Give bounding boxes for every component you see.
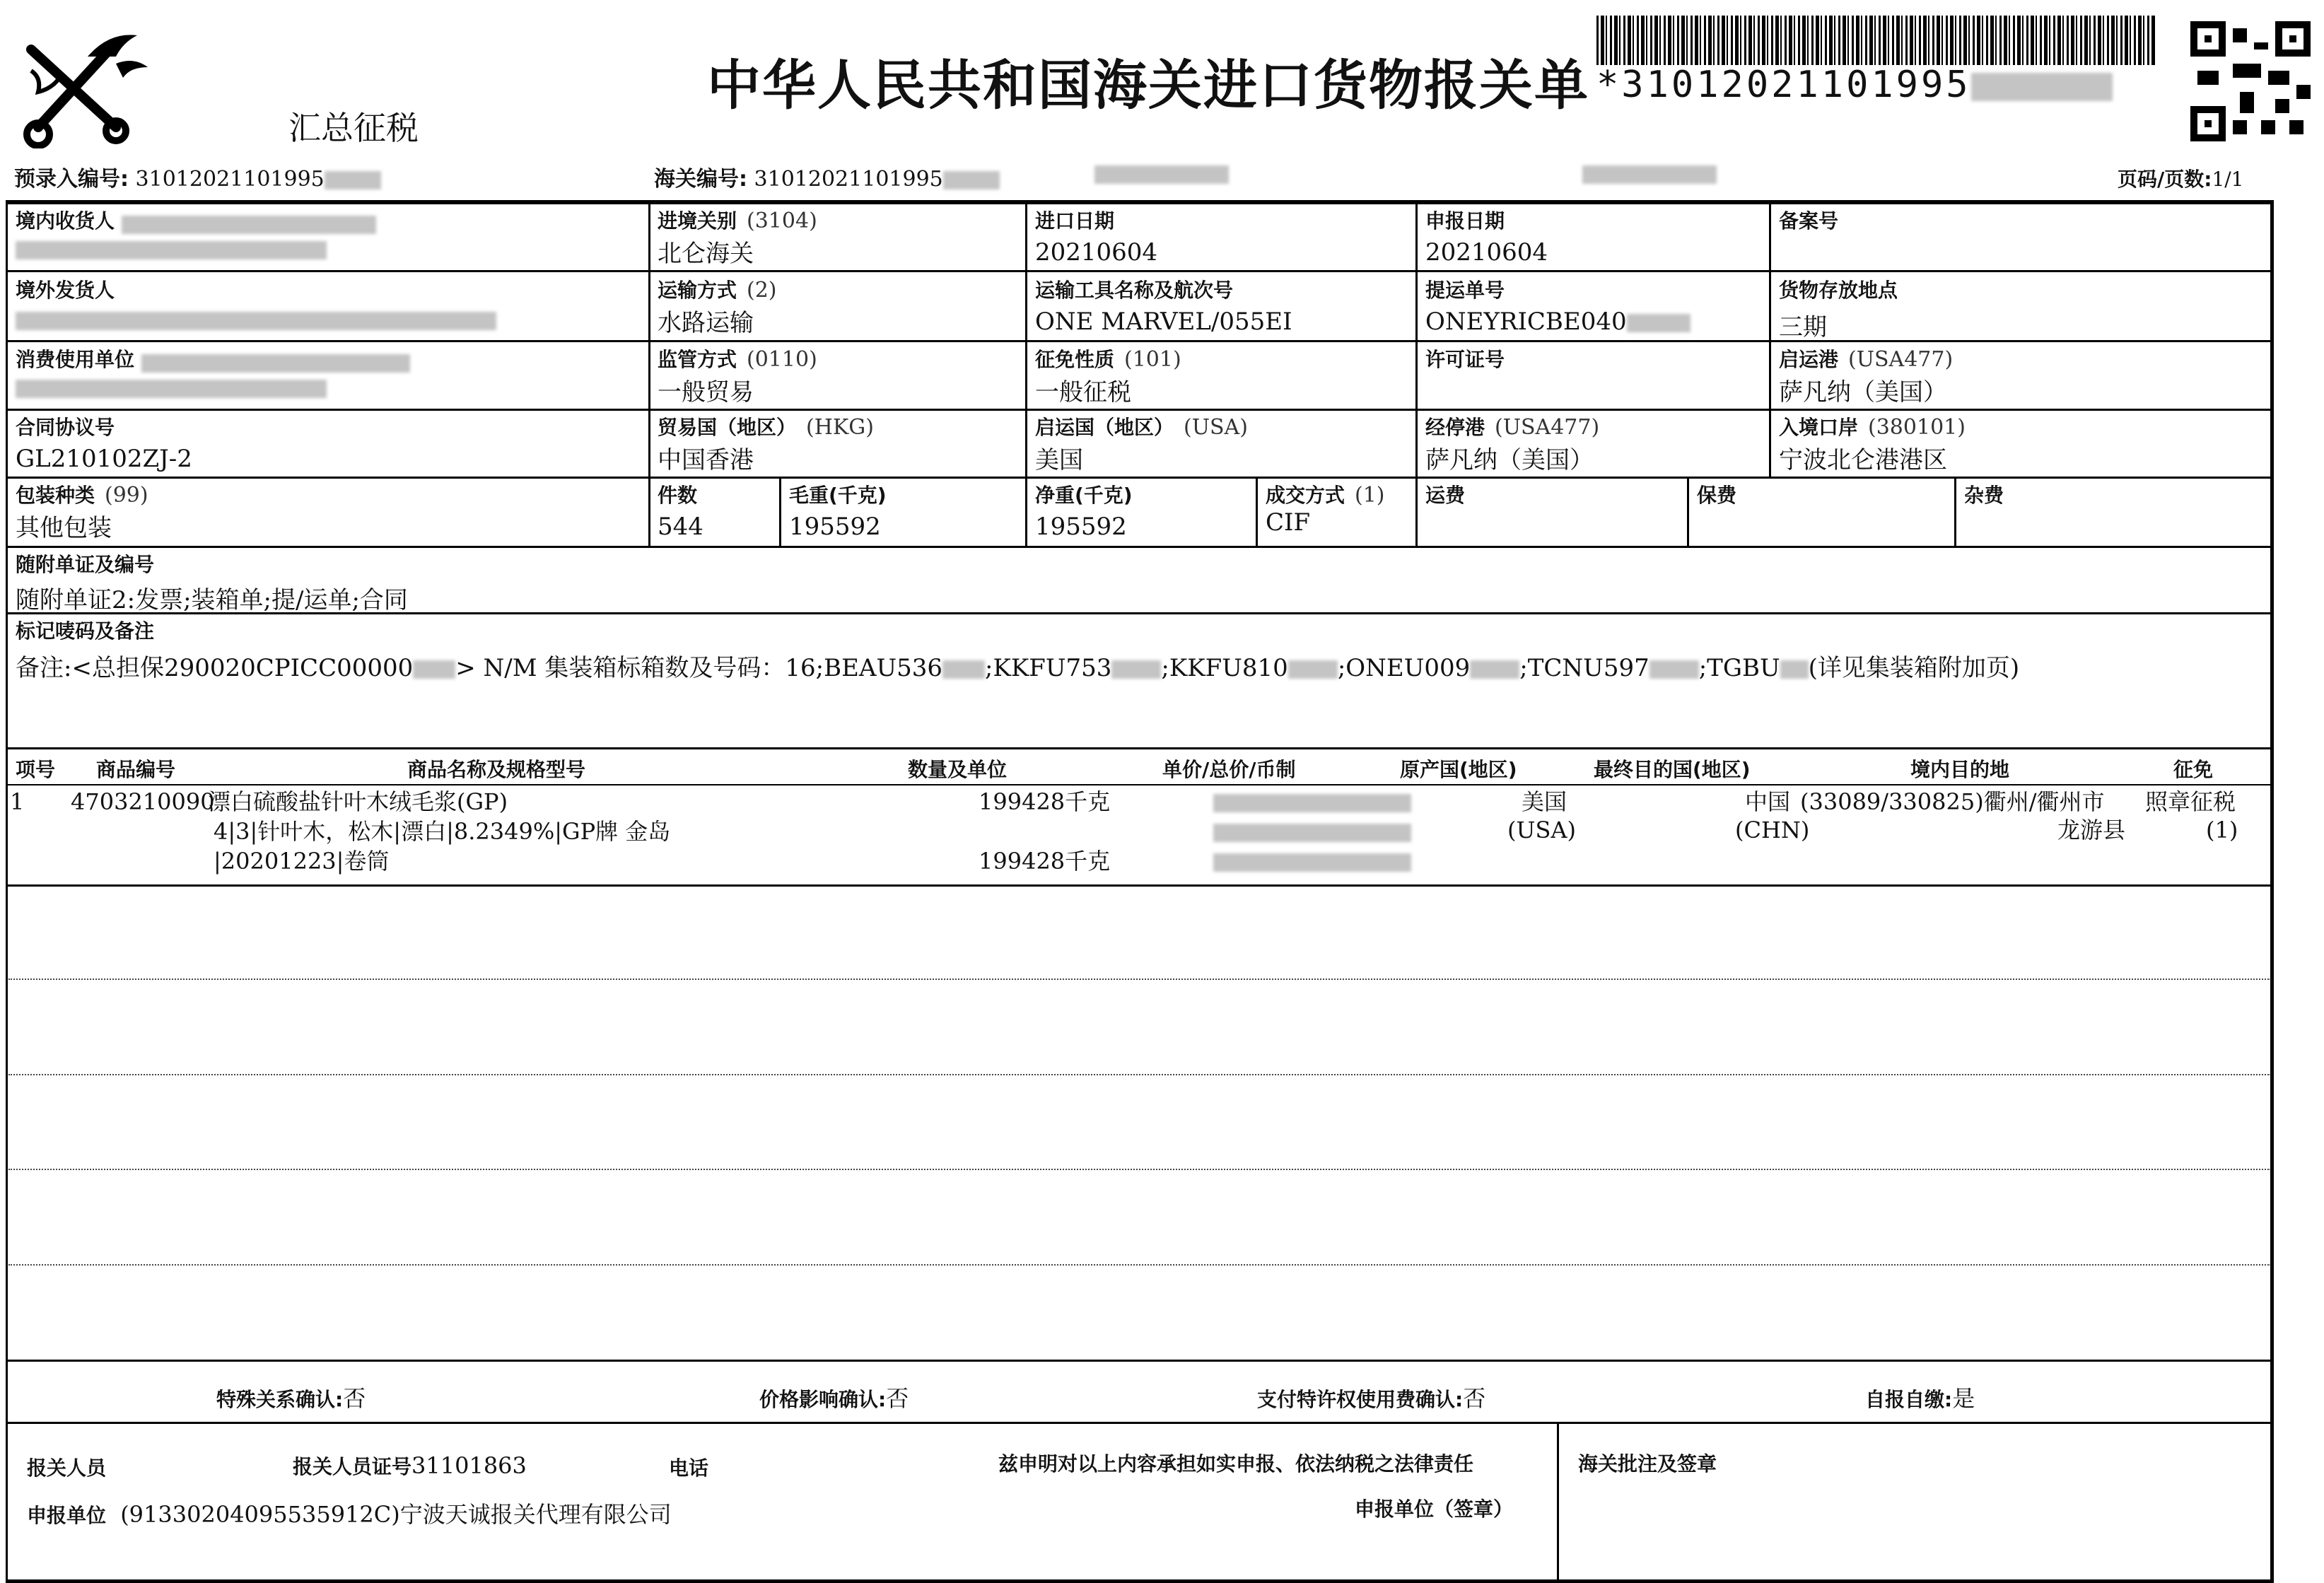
summary-tax-label: 汇总征税 (288, 109, 419, 147)
net-weight-value: 195592 (1035, 513, 1127, 541)
package-type-code: (99) (105, 483, 148, 508)
gross-weight-value: 195592 (789, 513, 881, 541)
col-item-no: 项号 (16, 758, 56, 781)
pre-entry-number: 31012021101995 (135, 167, 325, 192)
customs-sign-label: 海关批注及签章 (1578, 1452, 1717, 1476)
entry-border-label: 入境口岸 (1779, 416, 1859, 439)
package-type-label: 包装种类 (16, 484, 95, 507)
currency (1213, 853, 1411, 872)
misc-fee-label: 杂费 (1964, 484, 2004, 507)
page-label: 页码/页数: (2118, 168, 2212, 191)
declare-date-value: 20210604 (1425, 238, 1548, 267)
loading-port-label: 启运港 (1779, 348, 1839, 371)
stop-port-value: 萨凡纳（美国） (1425, 446, 1594, 474)
documents-label: 随附单证及编号 (16, 553, 155, 576)
consignee-label: 境内收货人 (16, 209, 115, 233)
col-quantity: 数量及单位 (908, 758, 1008, 781)
col-price: 单价/总价/币制 (1162, 758, 1296, 781)
customs-no-label: 海关编号: (654, 167, 747, 192)
bill-of-lading-label: 提运单号 (1425, 279, 1505, 302)
marks-label: 标记唛码及备注 (16, 619, 155, 643)
entry-border-value: 宁波北仑港港区 (1779, 446, 1947, 474)
barcode (1596, 16, 2155, 65)
entry-port-label: 进境关别 (658, 209, 737, 233)
pre-entry-label: 预录入编号: (14, 167, 129, 192)
special-relation-value: 否 (343, 1385, 366, 1412)
supervision-label: 监管方式 (658, 348, 737, 371)
customs-emblem-icon (10, 21, 151, 148)
price-impact-value: 否 (886, 1385, 909, 1412)
declarant-cert-label: 报关人员证号 (293, 1455, 412, 1478)
transport-mode-label: 运输方式 (658, 279, 737, 302)
self-pay-label: 自报自缴: (1865, 1388, 1953, 1411)
deal-mode-code: (1) (1355, 483, 1385, 508)
storage-value: 三期 (1779, 313, 1827, 341)
total-price (1213, 824, 1411, 842)
declarant-cert-value: 31101863 (411, 1452, 527, 1479)
freight-label: 运费 (1425, 484, 1466, 507)
loading-port-code: (USA477) (1848, 347, 1954, 372)
documents-value: 随附单证2:发票;装箱单;提/运单;合同 (16, 586, 408, 614)
entry-port-value: 北仑海关 (658, 240, 754, 268)
origin-country-value: 美国 (1035, 446, 1083, 474)
consumer-label: 消费使用单位 (16, 348, 135, 371)
entry-port-code: (3104) (747, 209, 817, 233)
declaring-unit-label: 申报单位 (27, 1504, 107, 1527)
bill-of-lading-value: ONEYRICBE040 (1425, 308, 1627, 336)
gross-weight-label: 毛重(千克) (789, 484, 887, 507)
origin-country-code: (USA) (1184, 415, 1248, 440)
page-title: 中华人民共和国海关进口货物报关单 (707, 54, 1589, 117)
col-final-dest: 最终目的国(地区) (1594, 758, 1751, 781)
declaration-statement: 兹申明对以上内容承担如实申报、依法纳税之法律责任 (998, 1452, 1474, 1476)
levy-nature-label: 征免性质 (1035, 348, 1115, 371)
royalty-label: 支付特许权使用费确认: (1257, 1388, 1464, 1411)
insurance-label: 保费 (1697, 484, 1737, 507)
package-type-value: 其他包装 (16, 514, 112, 542)
contract-label: 合同协议号 (16, 416, 115, 439)
col-commodity-code: 商品编号 (96, 758, 176, 781)
loading-port-value: 萨凡纳（美国） (1779, 378, 1947, 407)
trade-country-code: (HKG) (806, 415, 874, 440)
phone-label: 电话 (669, 1456, 709, 1480)
self-pay-value: 是 (1952, 1385, 1975, 1412)
net-weight-label: 净重(千克) (1035, 484, 1133, 507)
pieces-value: 544 (658, 513, 703, 541)
levy-nature-value: 一般征税 (1035, 378, 1131, 407)
declarant-label: 报关人员 (27, 1456, 107, 1480)
import-date-label: 进口日期 (1035, 209, 1115, 233)
license-label: 许可证号 (1425, 348, 1505, 371)
vessel-label: 运输工具名称及航次号 (1035, 279, 1234, 302)
table-row: 1 4703210090 漂白硫酸盐针叶木绒毛浆(GP) 4|3|针叶木，松木|漂白|8.2349%|GP牌 金岛 |20201223|卷筒 199428千克 199428千克 美国 (USA) 中国 (CHN) (33089/330825)衢州/衢州市 龙游县 照章征税 (1) (10, 788, 2238, 875)
storage-label: 货物存放地点 (1779, 279, 1898, 302)
page-value: 1/1 (2212, 168, 2244, 191)
goods-table-header (6, 750, 2268, 781)
col-levy: 征免 (2173, 758, 2214, 781)
levy-nature-code: (101) (1124, 347, 1181, 372)
pieces-label: 件数 (658, 484, 698, 507)
deal-mode-value: CIF (1266, 508, 1311, 537)
col-commodity-name: 商品名称及规格型号 (407, 758, 586, 781)
special-relation-label: 特殊关系确认: (216, 1388, 344, 1411)
supervision-code: (0110) (747, 347, 817, 372)
trade-country-value: 中国香港 (658, 446, 754, 474)
col-domestic-dest: 境内目的地 (1910, 758, 2010, 781)
stop-port-code: (USA477) (1495, 415, 1600, 440)
remarks-value: 备注:<总担保290020CPICC00000 > N/M 集装箱标箱数及号码：16;BEAU536 ;KKFU753 ;KKFU810 ;ONEU009 ;TCNU597 ;TGBU (详见集装箱附加页) (16, 654, 2020, 682)
declaration-form (6, 200, 2274, 1583)
vessel-value: ONE MARVEL/055EI (1035, 308, 1292, 336)
unit-seal-label: 申报单位（签章） (1355, 1497, 1514, 1521)
transport-mode-code: (2) (747, 278, 777, 303)
record-no-label: 备案号 (1779, 209, 1839, 233)
col-origin: 原产国(地区) (1400, 758, 1517, 781)
import-date-value: 20210604 (1035, 238, 1158, 267)
deal-mode-label: 成交方式 (1266, 484, 1345, 507)
royalty-value: 否 (1463, 1385, 1486, 1412)
entry-border-code: (380101) (1868, 415, 1966, 440)
supervision-value: 一般贸易 (658, 378, 754, 407)
price-impact-label: 价格影响确认: (759, 1388, 887, 1411)
unit-price (1213, 794, 1411, 812)
customs-number: 31012021101995 (754, 167, 943, 192)
origin-country-label: 启运国（地区） (1035, 416, 1174, 439)
transport-mode-value: 水路运输 (658, 309, 754, 337)
consignor-label: 境外发货人 (16, 279, 115, 302)
qr-code-icon (2190, 21, 2311, 141)
stop-port-label: 经停港 (1425, 416, 1485, 439)
barcode-text: *31012021101995 (1596, 64, 1971, 106)
contract-value: GL210102ZJ-2 (16, 445, 192, 473)
declare-date-label: 申报日期 (1425, 209, 1505, 233)
trade-country-label: 贸易国（地区） (658, 416, 797, 439)
declaring-unit-value: (91330204095535912C)宁波天诚报关代理有限公司 (120, 1501, 672, 1528)
